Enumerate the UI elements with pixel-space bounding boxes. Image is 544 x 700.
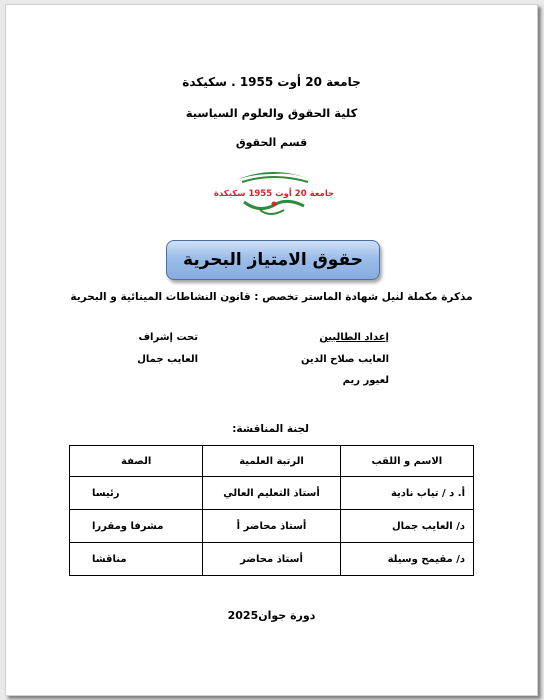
university-name: جامعة 20 أوت 1955 . سكيكدة [182,75,361,89]
table-header-row [70,446,474,477]
faculty-name: كلية الحقوق والعلوم السياسية [185,106,358,120]
member-role: مناقشا [70,543,203,576]
university-logo [213,166,335,218]
table-row [70,477,474,510]
member-role: رئيسا [70,477,203,510]
header-rank: الرتبة العلمية [203,446,340,477]
member-role: مشرفا ومقررا [70,510,203,543]
member-rank: أستاذ محاضر [203,543,340,576]
table-row [70,543,474,576]
document-page [5,4,538,696]
committee-table [69,445,474,576]
logo-text: جامعة 20 أوت 1955 سكيكدة [213,189,335,199]
member-name: د/ مقيمح وسيلة [340,543,473,576]
student-name: لعيور ريم [342,375,389,386]
session-date: دورة جوان2025 [227,609,316,622]
header-role: الصفة [70,446,203,477]
department-name: قسم الحقوق [235,136,308,149]
header-name: الاسم و اللقب [340,446,473,477]
member-rank: أستاذ التعليم العالي [203,477,340,510]
student-name: العايب صلاح الدين [300,354,389,365]
member-name: أ. د / تياب نادية [340,477,473,510]
committee-label: لجنة المناقشة: [232,423,309,435]
memo-description: مذكرة مكملة لنيل شهادة الماستر تخصص : قانون النشاطات المينائية و البحرية [70,291,473,303]
member-rank: أستاذ محاضر أ [203,510,340,543]
member-name: د/ العايب جمال [340,510,473,543]
supervisor-name: العايب جمال [137,354,198,365]
thesis-title-box [166,240,380,280]
students-label: إعداد الطالبين [319,332,389,343]
thesis-title: حقوق الامتياز البحرية [183,250,363,270]
supervisor-label: تحت إشراف [138,332,198,343]
table-row [70,510,474,543]
